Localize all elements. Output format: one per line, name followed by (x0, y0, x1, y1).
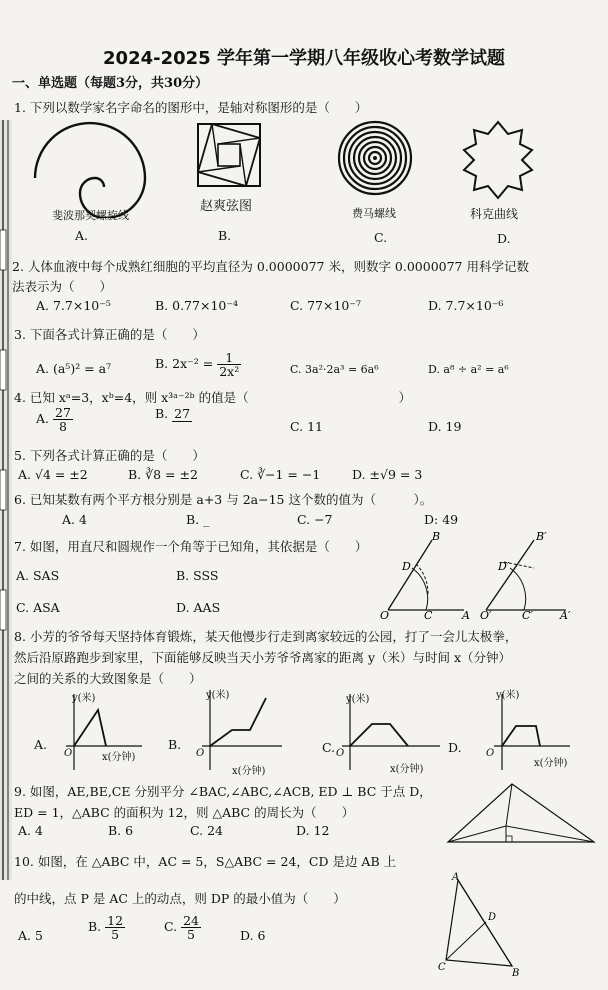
q7-option-c: C. ASA (16, 600, 60, 615)
label-B-prime: B′ (536, 530, 547, 543)
q8-d-origin: O (486, 748, 495, 759)
q3-b-denominator: 2x² (219, 364, 240, 380)
q8-b-y-label: y(米) (206, 690, 230, 701)
q6-option-c: C. −7 (297, 512, 333, 527)
q8-a-y-label: y(米) (72, 693, 96, 704)
label-C-prime: C′ (522, 609, 533, 620)
q4-a-denominator: 8 (58, 419, 67, 435)
q10-option-b (88, 914, 125, 941)
q5-option-a: A. √4 = ±2 (18, 467, 88, 482)
q9-stem-line2: ED = 1，△ABC 的面积为 12，则 △ABC 的周长为（ ） (14, 805, 355, 820)
q8-a-origin: O (64, 748, 73, 759)
zhao-shuang-diagram (198, 124, 260, 186)
q3-stem: 3. 下面各式计算正确的是（ ） (14, 327, 205, 342)
q8-c-origin: O (336, 748, 345, 759)
label-D-prime: D′ (498, 560, 510, 573)
q3-b-numerator: 1 (217, 351, 241, 365)
q10-option-a: A. 5 (18, 928, 43, 943)
label-B: B (432, 530, 441, 543)
q8-option-d: D. (448, 740, 462, 755)
q4-stem: 4. 已知 xᵃ=3，xᵇ=4，则 x³ᵃ⁻²ᵇ 的值是（ ） (14, 390, 412, 405)
q7-option-d: D. AAS (176, 600, 221, 615)
q3-option-a: A. (a⁵)² = a⁷ (36, 361, 112, 376)
q4-option-b-prefix: B. (155, 406, 169, 421)
q1-option-d: D. (497, 231, 511, 246)
q10-b-denominator: 5 (111, 927, 120, 943)
q6-option-a: A. 4 (62, 512, 87, 527)
q2-option-b: B. 0.77×10⁻⁴ (155, 298, 238, 313)
q5-option-d: D. ±√9 = 3 (352, 467, 423, 482)
q2-option-c: C. 77×10⁻⁷ (290, 298, 361, 313)
q8-stem-line3: 之间的关系的大致图象是（ ） (14, 671, 202, 686)
q8-b-origin: O (196, 748, 205, 759)
q10-option-b-prefix: B. (88, 919, 102, 935)
q7-figure (376, 528, 576, 620)
q9-option-a: A. 4 (18, 823, 43, 838)
q1-option-a: A. (75, 228, 89, 243)
q1-option-c: C. (374, 230, 388, 245)
section-heading: 一、单选题（每题3分，共30分） (12, 76, 209, 91)
q8-option-a: A. (34, 737, 48, 752)
label-C: C (424, 609, 433, 620)
q7-stem: 7. 如图，用直尺和圆规作一个角等于已知角，其依据是（ ） (14, 539, 368, 554)
q1-stem: 1. 下列以数学家名字命名的图形中，是轴对称图形的是（ ） (14, 100, 368, 115)
q10-figure (436, 870, 546, 980)
label-O-prime: O′ (480, 609, 492, 620)
q8-a-x-label: x(分钟) (102, 752, 136, 763)
q10-option-c (164, 914, 201, 941)
q4-a-numerator: 27 (55, 405, 71, 420)
label-O: O (380, 609, 390, 620)
q9-option-c: C. 24 (190, 823, 223, 838)
label-A-prime: A′ (560, 609, 571, 620)
q9-option-d: D. 12 (296, 823, 330, 838)
q4-option-d: D. 19 (428, 419, 462, 434)
q2-option-a: A. 7.7×10⁻⁵ (36, 298, 111, 313)
q10-option-d: D. 6 (240, 928, 266, 943)
label-A: A (462, 609, 470, 620)
q10-option-c-prefix: C. (164, 919, 178, 935)
q4-option-c: C. 11 (290, 419, 323, 434)
label-D: D (402, 560, 411, 573)
q8-option-b: B. (168, 737, 182, 752)
q1-option-b: B. (218, 228, 232, 243)
q9-stem-line1: 9. 如图，AE,BE,CE 分别平分 ∠BAC,∠ABC,∠ACB, ED ⊥ BC 于点 D， (14, 784, 432, 799)
q7-option-a: A. SAS (16, 568, 60, 583)
q3-option-b-prefix: B. 2x⁻² = (155, 356, 214, 372)
angle-original (388, 540, 464, 610)
q10-label-D: D (488, 912, 497, 923)
q10-label-A: A (452, 872, 460, 883)
q8-stem-line2: 然后沿原路跑步到家里，下面能够反映当天小芳爷爷离家的距离 y（米）与时间 x（分钟） (14, 650, 512, 665)
q8-option-c: C. (322, 740, 336, 755)
q1-caption-c: 费马螺线 (352, 207, 396, 220)
q1-caption-a: 斐波那契螺旋线 (52, 209, 129, 222)
q8-d-y-label: y(米) (496, 690, 520, 701)
q10-c-denominator: 5 (187, 927, 195, 943)
q4-option-b (155, 406, 192, 422)
q3-option-c: C. 3a²·2a³ = 6a⁶ (290, 363, 379, 376)
q2-option-d: D. 7.7×10⁻⁶ (428, 298, 504, 313)
q6-stem: 6. 已知某数有两个平方根分别是 a+3 与 2a−15 这个数的值为（ ）。 (14, 492, 433, 507)
angle-copy (486, 540, 566, 610)
q8-c-y-label: y(米) (346, 694, 370, 705)
q3-option-b (155, 351, 241, 378)
q1-caption-d: 科克曲线 (470, 207, 519, 221)
q8-b-x-label: x(分钟) (232, 766, 266, 777)
q5-option-b: B. ∛8 = ±2 (128, 467, 198, 482)
q10-stem-line1: 10. 如图，在 △ABC 中，AC = 5，S△ABC = 24，CD 是边 AB 上 (14, 854, 397, 869)
page-title: 2024-2025 学年第一学期八年级收心考数学试题 (103, 48, 505, 69)
q8-c-x-label: x(分钟) (390, 764, 424, 775)
q10-stem-line2: 的中线，点 P 是 AC 上的动点，则 DP 的最小值为（ ） (14, 891, 346, 906)
q2-stem-line2: 法表示为（ ） (12, 279, 113, 294)
koch-curve-figure (464, 122, 532, 198)
q6-option-b: B. _ (186, 512, 210, 527)
q10-c-numerator: 24 (183, 913, 199, 928)
q9-figure (440, 780, 600, 850)
q4-option-a (36, 406, 73, 433)
q7-option-b: B. SSS (176, 568, 219, 583)
q4-b-numerator: 27 (174, 406, 191, 422)
graph-c (342, 694, 440, 770)
q1-figures (30, 118, 570, 218)
q10-b-numerator: 12 (107, 913, 124, 928)
q6-option-d: D: 49 (424, 512, 459, 527)
q1-caption-b: 赵爽弦图 (200, 199, 253, 214)
q10-label-C: C (438, 962, 446, 973)
q5-option-c: C. ∛−1 = −1 (240, 467, 321, 482)
fermat-spiral-figure (339, 122, 411, 194)
q8-d-x-label: x(分钟) (534, 758, 568, 769)
fibonacci-spiral-figure (35, 123, 145, 218)
q9-option-b: B. 6 (108, 823, 134, 838)
q3-option-d: D. a⁸ ÷ a² = a⁶ (428, 363, 509, 376)
binder-strip (0, 120, 12, 880)
graph-b (202, 690, 282, 770)
q4-option-a-prefix: A. (36, 411, 50, 427)
q8-stem-line1: 8. 小芳的爷爷每天坚持体育锻炼，某天他慢步行走到离家较远的公园，打了一会儿太极拳， (14, 629, 518, 644)
q10-label-B: B (512, 968, 520, 979)
q5-stem: 5. 下列各式计算正确的是（ ） (14, 448, 205, 463)
q2-stem-line1: 2. 人体血液中每个成熟红细胞的平均直径为 0.0000077 米，则数字 0.0000077 用科学记数 (12, 259, 529, 274)
